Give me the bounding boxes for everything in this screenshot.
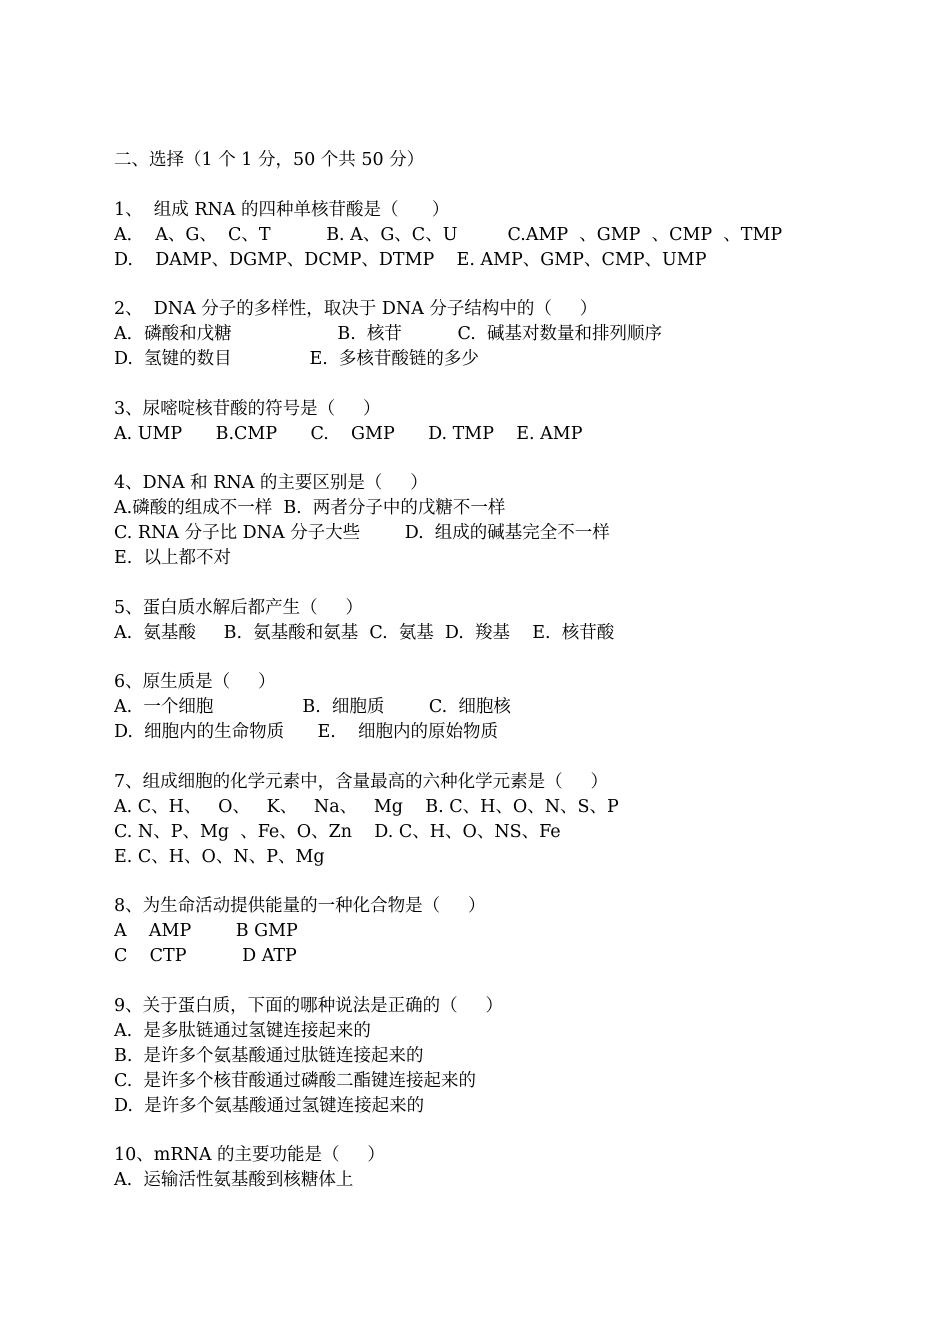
question-option: D. 细胞内的生命物质 E. 细胞内的原始物质 xyxy=(114,722,499,742)
question-option: D. DAMP、DGMP、DCMP、DTMP E. AMP、GMP、CMP、UMP xyxy=(114,250,707,270)
question-option: A. 运输活性氨基酸到核糖体上 xyxy=(114,1170,354,1190)
question-stem-7: 7、组成细胞的化学元素中，含量最高的六种化学元素是（ ） xyxy=(114,772,608,792)
question-option: E. 以上都不对 xyxy=(114,548,231,568)
question-option: C. N、P、Mg 、Fe、O、Zn D. C、H、O、NS、Fe xyxy=(114,822,561,842)
question-option: A． A、G、 C、T B. A、G、C、U C.AMP 、GMP 、CMP 、TMP xyxy=(114,225,783,245)
section-title: 二、选择（1 个 1 分，50 个共 50 分） xyxy=(114,150,425,170)
question-option: A. UMP B.CMP C. GMP D. TMP E. AMP xyxy=(114,424,583,444)
question-option: C. RNA 分子比 DNA 分子大些 D. 组成的碱基完全不一样 xyxy=(114,523,610,543)
question-stem-3: 3、尿嘧啶核苷酸的符号是（ ） xyxy=(114,399,381,419)
question-option: A. 氨基酸 B. 氨基酸和氨基 C. 氨基 D. 羧基 E. 核苷酸 xyxy=(114,623,615,643)
question-option: C. 是许多个核苷酸通过磷酸二酯键连接起来的 xyxy=(114,1071,476,1091)
question-stem-2: 2、 DNA 分子的多样性，取决于 DNA 分子结构中的（ ） xyxy=(114,299,598,319)
question-stem-10: 10、mRNA 的主要功能是（ ） xyxy=(114,1145,385,1165)
question-option: B. 是许多个氨基酸通过肽链连接起来的 xyxy=(114,1046,424,1066)
question-option: D. 氢键的数目 E. 多核苷酸链的多少 xyxy=(114,349,479,369)
question-option: A.磷酸的组成不一样 B. 两者分子中的戊糖不一样 xyxy=(114,498,506,518)
question-option: A. C、H、 O、 K、 Na、 Mg B. C、H、O、N、S、P xyxy=(114,797,619,817)
question-stem-4: 4、DNA 和 RNA 的主要区别是（ ） xyxy=(114,473,428,493)
question-option: C CTP D ATP xyxy=(114,946,297,966)
question-option: A. 一个细胞 B. 细胞质 C. 细胞核 xyxy=(114,697,511,717)
question-stem-6: 6、原生质是（ ） xyxy=(114,672,276,692)
question-option: A．磷酸和戊糖 B. 核苷 C. 碱基对数量和排列顺序 xyxy=(114,324,662,344)
question-stem-8: 8、为生命活动提供能量的一种化合物是（ ） xyxy=(114,896,486,916)
question-stem-9: 9、关于蛋白质，下面的哪种说法是正确的（ ） xyxy=(114,996,503,1016)
question-option: E. C、H、O、N、P、Mg xyxy=(114,847,325,867)
question-option: A. 是多肽链通过氢键连接起来的 xyxy=(114,1021,371,1041)
question-option: D. 是许多个氨基酸通过氢键连接起来的 xyxy=(114,1096,425,1116)
question-stem-1: 1、 组成 RNA 的四种单核苷酸是（ ） xyxy=(114,200,450,220)
question-stem-5: 5、蛋白质水解后都产生（ ） xyxy=(114,598,363,618)
question-option: A AMP B GMP xyxy=(114,921,298,941)
